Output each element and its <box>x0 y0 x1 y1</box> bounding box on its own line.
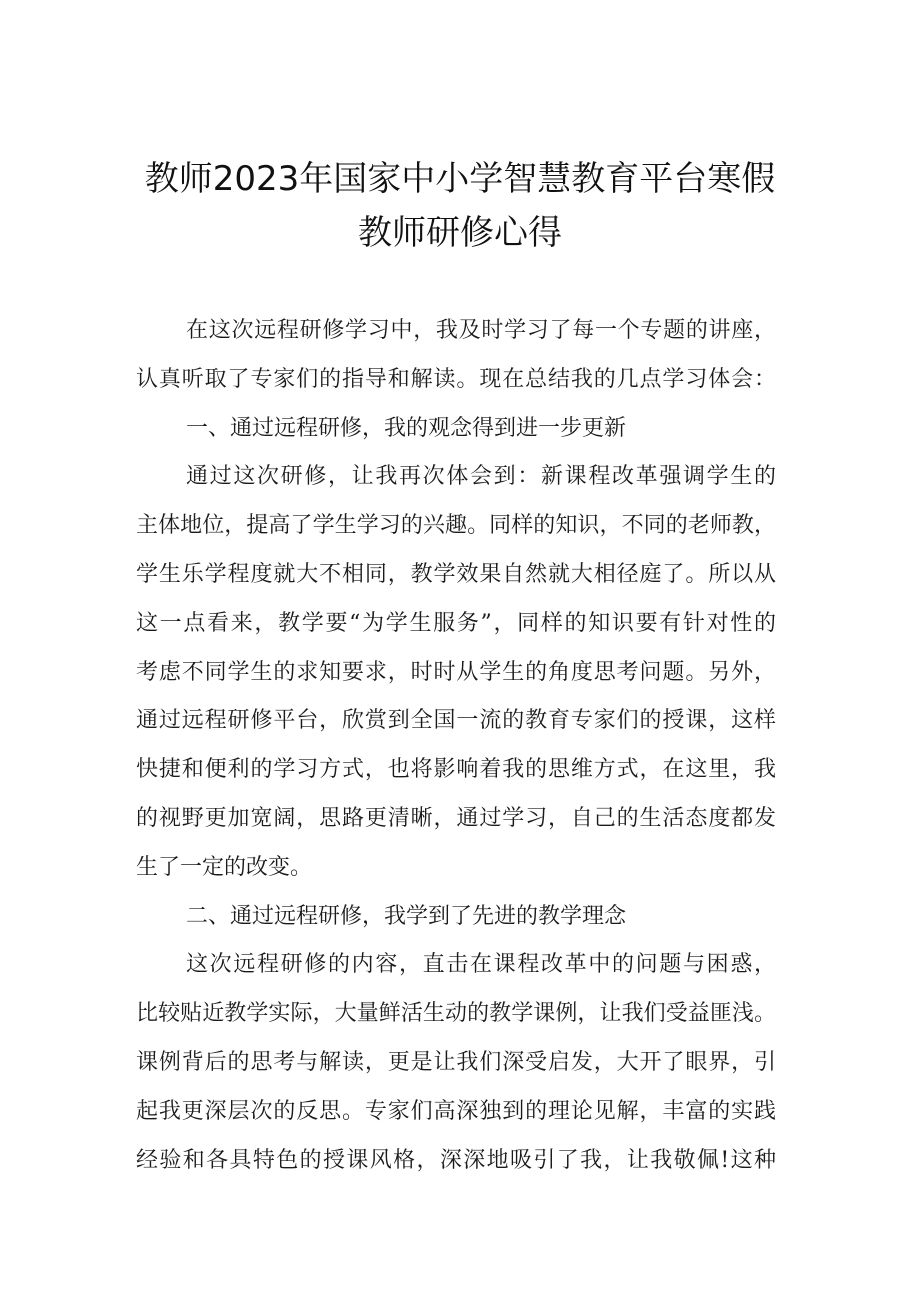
document-body <box>136 307 776 1185</box>
text-line: 学生乐学程度就大不相同，教学效果自然就大相径庭了。所以从 <box>136 561 777 587</box>
title-line-2: 教师研修心得 <box>358 213 562 253</box>
document-title <box>0 152 920 260</box>
text-line: 课例背后的思考与解读，更是让我们深受启发，大开了眼界，引 <box>136 1049 777 1075</box>
text-line: 考虑不同学生的求知要求，时时从学生的角度思考问题。另外， <box>136 659 777 685</box>
text-line: 起我更深层次的反思。专家们高深独到的理论见解，丰富的实践 <box>136 1098 777 1124</box>
text-line: 这次远程研修的内容，直击在课程改革中的问题与困惑， <box>186 952 778 978</box>
text-line: 通过远程研修平台，欣赏到全国一流的教育专家们的授课，这样 <box>136 708 777 734</box>
text-line: 认真听取了专家们的指导和解读。现在总结我的几点学习体会： <box>136 366 777 392</box>
text-line: 这一点看来，教学要“为学生服务”，同样的知识要有针对性的 <box>136 610 778 636</box>
text-line: 生了一定的改变。 <box>136 854 313 880</box>
text-line: 二、通过远程研修，我学到了先进的教学理念 <box>186 903 627 929</box>
text-line: 的视野更加宽阔，思路更清晰，通过学习，自己的生活态度都发 <box>136 805 777 831</box>
text-line: 在这次远程研修学习中，我及时学习了每一个专题的讲座， <box>186 318 777 343</box>
text-line: 主体地位，提高了学生学习的兴趣。同样的知识，不同的老师教， <box>136 513 777 539</box>
text-line: 一、通过远程研修，我的观念得到进一步更新 <box>186 415 627 441</box>
text-line: 比较贴近教学实际，大量鲜活生动的教学课例，让我们受益匪浅。 <box>136 1001 777 1027</box>
text-line: 通过这次研修，让我再次体会到：新课程改革强调学生的 <box>186 464 778 490</box>
text-line: 经验和各具特色的授课风格，深深地吸引了我，让我敬佩!这种 <box>136 1147 778 1173</box>
text-line: 快捷和便利的学习方式，也将影响着我的思维方式，在这里，我 <box>136 757 777 783</box>
title-line-1: 教师2023年国家中小学智慧教育平台寒假 <box>144 159 776 199</box>
